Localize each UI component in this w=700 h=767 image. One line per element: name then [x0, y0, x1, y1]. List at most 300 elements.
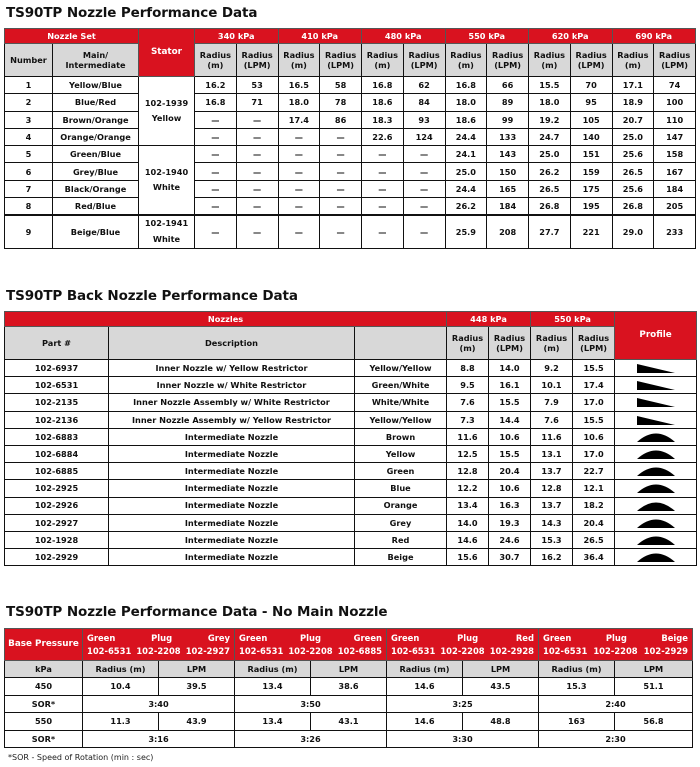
- radius-m-header: Radius (m): [612, 44, 654, 77]
- stator-color: White: [152, 182, 181, 193]
- nozzle-number: 1: [5, 77, 53, 94]
- description: Intermediate Nozzle: [109, 497, 355, 514]
- description-header: Description: [109, 327, 355, 360]
- restrictor-color: Red: [355, 531, 447, 548]
- radius-lpm-value: 15.5: [573, 360, 615, 377]
- radius-lpm-value: 93: [403, 111, 445, 128]
- radius-m-value: 25.6: [612, 180, 654, 197]
- radius-m-value: 7.3: [447, 411, 489, 428]
- radius-lpm-value: 66: [487, 77, 529, 94]
- radius-m-header: Radius (m): [195, 44, 237, 77]
- radius-m-header: Radius (m): [445, 44, 487, 77]
- nozzle-row: [5, 215, 696, 248]
- radius-m-value: 13.4: [447, 497, 489, 514]
- radius-lpm-value: 20.4: [573, 514, 615, 531]
- table1-title: TS90TP Nozzle Performance Data: [6, 5, 258, 21]
- radius-m-value: 14.3: [531, 514, 573, 531]
- stator-part: 102-1940: [144, 166, 189, 177]
- config-parts: [235, 646, 386, 657]
- radius-m-value: 18.0: [529, 94, 571, 111]
- pressure-header: 340 kPa: [195, 29, 279, 44]
- config-part: 102-2208: [288, 646, 333, 656]
- radius-lpm-value: 12.1: [573, 480, 615, 497]
- wedge-profile-icon: [635, 414, 677, 426]
- radius-lpm-value: 58: [320, 77, 362, 94]
- pressure-header: 410 kPa: [278, 29, 362, 44]
- config-name: Green: [543, 632, 572, 643]
- base-pressure-header: Base Pressure: [5, 629, 83, 661]
- profile-cell: [615, 531, 697, 548]
- base-pressure-value: 450: [5, 678, 83, 696]
- part-number: 102-6885: [5, 463, 109, 480]
- color-header: [355, 327, 447, 360]
- part-number: 102-6883: [5, 428, 109, 445]
- nozzle-performance-table: [4, 28, 696, 249]
- arc-profile-icon: [635, 534, 677, 546]
- radius-m-value: 13.1: [531, 445, 573, 462]
- config-part: 102-2208: [593, 646, 638, 656]
- nozzle-number: 2: [5, 94, 53, 111]
- radius-m-value: —: [195, 198, 237, 216]
- radius-lpm-value: 86: [320, 111, 362, 128]
- radius-lpm-value: 17.0: [573, 394, 615, 411]
- radius-m-value: 9.2: [531, 360, 573, 377]
- config-part: 102-2208: [440, 646, 485, 656]
- sor-value: 3:30: [387, 730, 539, 748]
- radius-lpm-value: 36.4: [573, 549, 615, 566]
- radius-m-value: 15.3: [531, 531, 573, 548]
- radius-m-value: 24.1: [445, 146, 487, 163]
- kpa-header: kPa: [5, 661, 83, 678]
- config-header: [539, 629, 693, 661]
- radius-lpm-value: 110: [654, 111, 696, 128]
- radius-lpm-value: 165: [487, 180, 529, 197]
- radius-lpm-value: 70: [570, 77, 612, 94]
- nozzle-number: 7: [5, 180, 53, 197]
- config-name: Beige: [661, 632, 688, 643]
- part-number: 102-1928: [5, 531, 109, 548]
- radius-m-value: 26.2: [529, 163, 571, 180]
- description: Inner Nozzle w/ Yellow Restrictor: [109, 360, 355, 377]
- back-nozzle-row: [5, 549, 697, 566]
- part-number: 102-2927: [5, 514, 109, 531]
- nozzle-row: [5, 163, 696, 180]
- radius-m-value: 9.5: [447, 377, 489, 394]
- profile-shape: [637, 381, 675, 390]
- radius-lpm-value: 158: [654, 146, 696, 163]
- radius-lpm-header: Radius (LPM): [654, 44, 696, 77]
- radius-m-value: 26.8: [529, 198, 571, 216]
- profile-cell: [615, 394, 697, 411]
- radius-m-value: 20.7: [612, 111, 654, 128]
- radius-lpm-value: 150: [487, 163, 529, 180]
- radius-lpm-value: 22.7: [573, 463, 615, 480]
- nozzle-main-intermediate: Red/Blue: [53, 198, 139, 216]
- radius-m-value: —: [362, 198, 404, 216]
- profile-cell: [615, 428, 697, 445]
- radius-m-value: —: [362, 180, 404, 197]
- radius-m-value: 16.2: [531, 549, 573, 566]
- radius-lpm-value: —: [320, 215, 362, 248]
- config-part: 102-6531: [391, 646, 436, 656]
- radius-m-value: 29.0: [612, 215, 654, 248]
- radius-m-value: 26.8: [612, 198, 654, 216]
- config-name: Green: [391, 632, 420, 643]
- description: Intermediate Nozzle: [109, 463, 355, 480]
- radius-m-value: —: [362, 215, 404, 248]
- radius-header: Radius (m): [83, 661, 159, 678]
- config-part: 102-2929: [643, 646, 688, 656]
- radius-m-header: Radius (m): [529, 44, 571, 77]
- config-part: 102-2927: [185, 646, 230, 656]
- profile-cell: [615, 445, 697, 462]
- radius-lpm-value: 99: [487, 111, 529, 128]
- description: Intermediate Nozzle: [109, 514, 355, 531]
- radius-m-header: Radius (m): [447, 327, 489, 360]
- description: Intermediate Nozzle: [109, 480, 355, 497]
- config-name: Plug: [605, 632, 627, 643]
- wedge-profile-icon: [635, 362, 677, 374]
- arc-profile-icon: [635, 551, 677, 563]
- radius-lpm-value: 95: [570, 94, 612, 111]
- radius-m-value: —: [195, 111, 237, 128]
- sor-value: 3:26: [235, 730, 387, 748]
- radius-lpm-value: 105: [570, 111, 612, 128]
- pressure-header: 550 kPa: [445, 29, 529, 44]
- arc-profile-icon: [635, 482, 677, 494]
- radius-lpm-value: 184: [487, 198, 529, 216]
- radius-m-value: 7.6: [447, 394, 489, 411]
- profile-cell: [615, 411, 697, 428]
- radius-lpm-header: Radius (LPM): [489, 327, 531, 360]
- radius-lpm-value: 62: [403, 77, 445, 94]
- config-parts: [83, 646, 234, 657]
- nozzle-row: [5, 128, 696, 145]
- radius-m-value: 22.6: [362, 128, 404, 145]
- radius-m-value: 25.0: [529, 146, 571, 163]
- profile-shape: [637, 398, 675, 407]
- radius-header: Radius (m): [539, 661, 615, 678]
- radius-lpm-value: —: [236, 146, 278, 163]
- radius-m-value: 26.2: [445, 198, 487, 216]
- nozzle-number: 6: [5, 163, 53, 180]
- table2-title: TS90TP Back Nozzle Performance Data: [6, 288, 298, 304]
- arc-profile-icon: [635, 448, 677, 460]
- radius-lpm-value: —: [403, 146, 445, 163]
- nozzle-main-intermediate: Yellow/Blue: [53, 77, 139, 94]
- radius-lpm-value: 16.3: [489, 497, 531, 514]
- radius-value: 13.4: [235, 713, 311, 731]
- main-intermediate-header: Main/ Intermediate: [53, 44, 139, 77]
- radius-m-value: —: [362, 163, 404, 180]
- config-names: [83, 633, 234, 644]
- profile-shape: [637, 502, 675, 511]
- sor-value: 3:16: [83, 730, 235, 748]
- part-number: 102-2929: [5, 549, 109, 566]
- radius-lpm-value: 78: [320, 94, 362, 111]
- radius-m-value: 16.5: [278, 77, 320, 94]
- sor-value: 3:25: [387, 695, 539, 713]
- lpm-value: 43.5: [463, 678, 539, 696]
- radius-lpm-value: —: [236, 128, 278, 145]
- radius-m-value: 16.8: [362, 77, 404, 94]
- radius-lpm-value: 184: [654, 180, 696, 197]
- nozzle-row: [5, 180, 696, 197]
- back-nozzle-row: [5, 428, 697, 445]
- stator-header: Stator: [139, 29, 195, 77]
- radius-m-header: Radius (m): [278, 44, 320, 77]
- part-number: 102-2135: [5, 394, 109, 411]
- radius-lpm-value: —: [236, 180, 278, 197]
- radius-m-value: 13.7: [531, 463, 573, 480]
- sor-footnote: *SOR - Speed of Rotation (min : sec): [8, 753, 154, 762]
- radius-m-value: 25.9: [445, 215, 487, 248]
- sor-value: 3:40: [83, 695, 235, 713]
- profile-shape: [637, 364, 675, 373]
- lpm-header: LPM: [159, 661, 235, 678]
- config-names: [387, 633, 538, 644]
- radius-lpm-value: 10.6: [573, 428, 615, 445]
- radius-lpm-value: 71: [236, 94, 278, 111]
- description: Intermediate Nozzle: [109, 549, 355, 566]
- radius-lpm-value: 18.2: [573, 497, 615, 514]
- restrictor-color: White/White: [355, 394, 447, 411]
- radius-value: 14.6: [387, 713, 463, 731]
- radius-lpm-value: 24.6: [489, 531, 531, 548]
- radius-lpm-value: —: [320, 128, 362, 145]
- radius-m-value: —: [362, 146, 404, 163]
- radius-lpm-value: 53: [236, 77, 278, 94]
- radius-lpm-header: Radius (LPM): [570, 44, 612, 77]
- radius-lpm-value: 100: [654, 94, 696, 111]
- config-name: Plug: [300, 632, 321, 643]
- radius-m-value: 11.6: [447, 428, 489, 445]
- back-nozzle-row: [5, 445, 697, 462]
- radius-lpm-value: 17.0: [573, 445, 615, 462]
- lpm-header: LPM: [615, 661, 693, 678]
- radius-m-value: —: [278, 163, 320, 180]
- config-header: [387, 629, 539, 661]
- config-parts: [539, 646, 692, 657]
- stator-cell: [139, 215, 195, 248]
- description: Intermediate Nozzle: [109, 445, 355, 462]
- radius-m-value: 13.7: [531, 497, 573, 514]
- profile-cell: [615, 514, 697, 531]
- restrictor-color: Blue: [355, 480, 447, 497]
- config-name: Red: [515, 632, 534, 643]
- config-name: Green: [239, 632, 268, 643]
- profile-shape: [637, 416, 675, 425]
- config-name: Grey: [207, 632, 230, 643]
- radius-m-value: 7.9: [531, 394, 573, 411]
- radius-m-value: 12.5: [447, 445, 489, 462]
- radius-lpm-value: —: [236, 215, 278, 248]
- profile-cell: [615, 377, 697, 394]
- nozzles-header: Nozzles: [5, 312, 447, 327]
- restrictor-color: Brown: [355, 428, 447, 445]
- radius-lpm-value: 124: [403, 128, 445, 145]
- restrictor-color: Yellow/Yellow: [355, 360, 447, 377]
- radius-lpm-value: 221: [570, 215, 612, 248]
- radius-lpm-value: 10.6: [489, 480, 531, 497]
- radius-lpm-value: 20.4: [489, 463, 531, 480]
- radius-header: Radius (m): [235, 661, 311, 678]
- sor-value: 2:30: [539, 730, 693, 748]
- nozzle-number: 4: [5, 128, 53, 145]
- radius-lpm-value: 15.5: [489, 394, 531, 411]
- radius-m-value: 18.3: [362, 111, 404, 128]
- part-number-header: Part #: [5, 327, 109, 360]
- radius-m-value: 12.8: [447, 463, 489, 480]
- radius-lpm-header: Radius (LPM): [403, 44, 445, 77]
- nozzle-row: [5, 94, 696, 111]
- stator-cell: [139, 77, 195, 146]
- radius-value: 13.4: [235, 678, 311, 696]
- radius-m-value: 25.0: [612, 128, 654, 145]
- nozzle-number: 9: [5, 215, 53, 248]
- radius-m-value: —: [278, 128, 320, 145]
- restrictor-color: Yellow: [355, 445, 447, 462]
- pressure-row: [5, 713, 693, 731]
- config-part: 102-6885: [337, 646, 382, 656]
- config-name: Plug: [457, 632, 479, 643]
- radius-lpm-value: 15.5: [573, 411, 615, 428]
- radius-m-value: 26.5: [612, 163, 654, 180]
- radius-m-value: —: [278, 198, 320, 216]
- lpm-header: LPM: [463, 661, 539, 678]
- part-number: 102-6884: [5, 445, 109, 462]
- nozzle-main-intermediate: Black/Orange: [53, 180, 139, 197]
- sor-row: [5, 695, 693, 713]
- pressure-header: 620 kPa: [529, 29, 613, 44]
- profile-shape: [637, 536, 675, 545]
- lpm-value: 43.1: [311, 713, 387, 731]
- radius-lpm-value: —: [403, 198, 445, 216]
- sor-label: SOR*: [5, 730, 83, 748]
- lpm-value: 38.6: [311, 678, 387, 696]
- radius-lpm-value: 167: [654, 163, 696, 180]
- nozzle-main-intermediate: Blue/Red: [53, 94, 139, 111]
- radius-lpm-value: 16.1: [489, 377, 531, 394]
- lpm-header: LPM: [311, 661, 387, 678]
- profile-cell: [615, 497, 697, 514]
- restrictor-color: Orange: [355, 497, 447, 514]
- radius-m-value: —: [195, 163, 237, 180]
- radius-lpm-value: —: [320, 163, 362, 180]
- config-part: 102-2208: [136, 646, 181, 656]
- radius-lpm-value: 133: [487, 128, 529, 145]
- stator-color: Yellow: [151, 113, 182, 124]
- config-names: [235, 633, 386, 644]
- radius-m-value: —: [278, 215, 320, 248]
- radius-m-value: 19.2: [529, 111, 571, 128]
- radius-lpm-value: 159: [570, 163, 612, 180]
- config-header: [235, 629, 387, 661]
- nozzle-number: 8: [5, 198, 53, 216]
- stator-part: 102-1939: [144, 97, 189, 108]
- profile-shape: [637, 468, 675, 477]
- description: Inner Nozzle Assembly w/ White Restrictor: [109, 394, 355, 411]
- radius-lpm-value: —: [236, 198, 278, 216]
- pressure-header: 690 kPa: [612, 29, 696, 44]
- radius-lpm-value: 205: [654, 198, 696, 216]
- radius-m-value: 14.0: [447, 514, 489, 531]
- profile-shape: [637, 519, 675, 528]
- wedge-profile-icon: [635, 379, 677, 391]
- radius-m-value: 24.7: [529, 128, 571, 145]
- nozzle-set-header: Nozzle Set: [5, 29, 139, 44]
- no-main-nozzle-table: [4, 628, 693, 748]
- radius-m-value: —: [195, 180, 237, 197]
- radius-m-value: 12.8: [531, 480, 573, 497]
- profile-shape: [637, 451, 675, 460]
- part-number: 102-6937: [5, 360, 109, 377]
- profile-shape: [637, 433, 675, 442]
- radius-m-value: 17.4: [278, 111, 320, 128]
- radius-m-value: 7.6: [531, 411, 573, 428]
- radius-m-value: 25.0: [445, 163, 487, 180]
- radius-header: Radius (m): [387, 661, 463, 678]
- radius-lpm-value: 30.7: [489, 549, 531, 566]
- radius-lpm-value: 140: [570, 128, 612, 145]
- radius-m-value: 14.6: [447, 531, 489, 548]
- radius-value: 14.6: [387, 678, 463, 696]
- arc-profile-icon: [635, 517, 677, 529]
- radius-m-value: 12.2: [447, 480, 489, 497]
- number-header: Number: [5, 44, 53, 77]
- radius-lpm-value: 26.5: [573, 531, 615, 548]
- description: Intermediate Nozzle: [109, 428, 355, 445]
- radius-m-value: 26.5: [529, 180, 571, 197]
- lpm-value: 43.9: [159, 713, 235, 731]
- sor-value: 3:50: [235, 695, 387, 713]
- radius-lpm-value: 175: [570, 180, 612, 197]
- pressure-header: 550 kPa: [531, 312, 615, 327]
- radius-lpm-value: 19.3: [489, 514, 531, 531]
- radius-lpm-value: 15.5: [489, 445, 531, 462]
- radius-m-value: —: [195, 215, 237, 248]
- radius-m-value: 18.0: [278, 94, 320, 111]
- lpm-value: 39.5: [159, 678, 235, 696]
- radius-value: 15.3: [539, 678, 615, 696]
- radius-m-value: —: [195, 146, 237, 163]
- back-nozzle-row: [5, 497, 697, 514]
- config-name: Green: [353, 632, 382, 643]
- nozzle-number: 5: [5, 146, 53, 163]
- nozzle-main-intermediate: Orange/Orange: [53, 128, 139, 145]
- config-part: 102-6531: [87, 646, 132, 656]
- nozzle-main-intermediate: Green/Blue: [53, 146, 139, 163]
- radius-m-value: 18.6: [445, 111, 487, 128]
- base-pressure-value: 550: [5, 713, 83, 731]
- radius-m-header: Radius (m): [362, 44, 404, 77]
- radius-m-value: 18.6: [362, 94, 404, 111]
- config-parts: [387, 646, 538, 657]
- radius-m-value: —: [278, 146, 320, 163]
- part-number: 102-2925: [5, 480, 109, 497]
- radius-m-value: 10.1: [531, 377, 573, 394]
- profile-shape: [637, 554, 675, 563]
- radius-value: 11.3: [83, 713, 159, 731]
- radius-lpm-value: 17.4: [573, 377, 615, 394]
- profile-cell: [615, 463, 697, 480]
- config-part: 102-2928: [489, 646, 534, 656]
- nozzle-row: [5, 146, 696, 163]
- radius-m-value: 16.8: [445, 77, 487, 94]
- back-nozzle-row: [5, 463, 697, 480]
- radius-lpm-value: —: [403, 180, 445, 197]
- radius-lpm-value: —: [320, 180, 362, 197]
